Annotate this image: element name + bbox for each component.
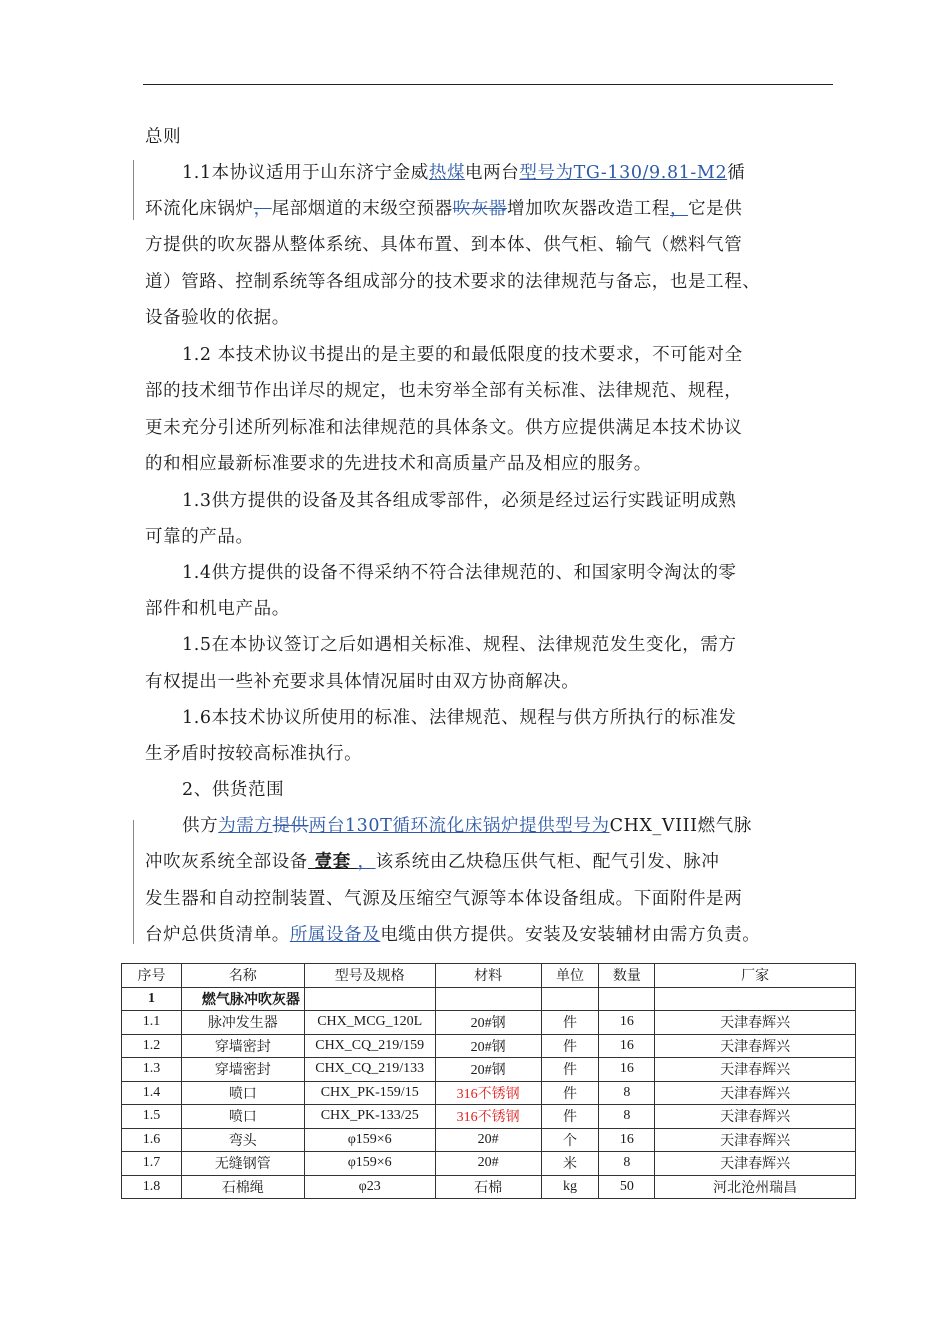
cell-qty: 16: [599, 1128, 655, 1152]
table-row: [122, 1175, 856, 1199]
table-header-row: [122, 964, 856, 988]
section-heading: 总则: [145, 127, 182, 147]
inserted-text: 为需方: [218, 816, 273, 836]
supply-table: [121, 963, 856, 1199]
cell-unit: 米: [541, 1152, 599, 1176]
table-group-row: [122, 987, 856, 1011]
col-header-qty: 数量: [599, 964, 655, 988]
cell-unit: 件: [541, 1034, 599, 1058]
section-heading: 2、供货范围: [182, 780, 285, 800]
cell-name: 脉冲发生器: [181, 1011, 304, 1035]
cell-spec: CHX_PK-159/15: [304, 1081, 435, 1105]
cell-name: 喷口: [181, 1081, 304, 1105]
cell-name: 喷口: [181, 1105, 304, 1129]
paragraph-line: 发生器和自动控制装置、气源及压缩空气源等本体设备组成。下面附件是两: [145, 889, 743, 909]
cell-material: 316不锈钢: [435, 1081, 541, 1105]
cell-no: 1.6: [122, 1128, 182, 1152]
cell-spec: CHX_CQ_219/133: [304, 1058, 435, 1082]
cell-material: 20#钢: [435, 1011, 541, 1035]
deleted-text: 提供: [272, 816, 309, 836]
cell-unit: 件: [541, 1058, 599, 1082]
deleted-text: 吹灰器: [452, 199, 508, 219]
paragraph-line: 环流化床锅炉，尾部烟道的末级空预器吹灰器增加吹灰器改造工程，它是供: [145, 199, 743, 219]
cell-material: 316不锈钢: [435, 1105, 541, 1129]
cell-no: 1.3: [122, 1058, 182, 1082]
col-header-material: 材料: [435, 964, 541, 988]
cell-no: 1.1: [122, 1011, 182, 1035]
cell-unit: 件: [541, 1081, 599, 1105]
cell-spec: CHX_CQ_219/159: [304, 1034, 435, 1058]
cell-qty: 50: [599, 1175, 655, 1199]
cell-material: 石棉: [435, 1175, 541, 1199]
table-row: [122, 1152, 856, 1176]
paragraph-line: 的和相应最新标准要求的先进技术和高质量产品及相应的服务。: [145, 454, 652, 474]
paragraph-line: 更未充分引述所列标准和法律规范的具体条文。供方应提供满足本技术协议: [145, 418, 743, 438]
cell-material: 20#钢: [435, 1058, 541, 1082]
paragraph-line: 方提供的吹灰器从整体系统、具体布置、到本体、供气柜、输气（燃料气管: [145, 235, 743, 255]
cell-qty: 8: [599, 1152, 655, 1176]
cell-maker: 天津春辉兴: [655, 1034, 856, 1058]
paragraph-line: 可靠的产品。: [145, 527, 254, 547]
paragraph-line: 1.1本协议适用于山东济宁金威热煤电两台型号为TG-130/9.81-M2循: [182, 163, 746, 183]
paragraph-line: 1.4供方提供的设备不得采纳不符合法律规范的、和国家明令淘汰的零: [182, 563, 737, 583]
col-header-name: 名称: [181, 964, 304, 988]
cell-qty: 8: [599, 1081, 655, 1105]
cell-material: 20#: [435, 1152, 541, 1176]
paragraph-line: 冲吹灰系统全部设备 壹套 ，该系统由乙炔稳压供气柜、配气引发、脉冲: [145, 852, 720, 872]
paragraph-line: 供方为需方提供两台130T循环流化床锅炉提供型号为CHX_VIII燃气脉: [182, 816, 752, 836]
paragraph-line: 道）管路、控制系统等各组成部分的技术要求的法律规范与备忘，也是工程、: [145, 272, 761, 292]
cell-name: 石棉绳: [181, 1175, 304, 1199]
inserted-text: 热煤: [428, 163, 466, 183]
cell-spec: CHX_PK-133/25: [304, 1105, 435, 1129]
change-bar: [133, 820, 134, 944]
quantity-fill: 壹套: [307, 852, 358, 872]
table-row: [122, 1081, 856, 1105]
cell-maker: 天津春辉兴: [655, 1011, 856, 1035]
table-row: [122, 1058, 856, 1082]
inserted-text: ，: [357, 852, 376, 872]
change-bar: [133, 160, 134, 220]
cell-name: 弯头: [181, 1128, 304, 1152]
cell-no: 1.8: [122, 1175, 182, 1199]
cell-spec: CHX_MCG_120L: [304, 1011, 435, 1035]
paragraph-line: 设备验收的依据。: [145, 308, 290, 328]
cell-material: 20#: [435, 1128, 541, 1152]
paragraph-line: 部件和机电产品。: [145, 599, 290, 619]
inserted-text: ，: [669, 199, 689, 219]
group-name: 燃气脉冲吹灰器: [181, 987, 304, 1011]
inserted-text: 型号为TG-130/9.81-M2: [519, 163, 728, 183]
paragraph-line: 台炉总供货清单。所属设备及电缆由供方提供。安装及安装辅材由需方负责。: [145, 925, 761, 945]
cell-no: 1.7: [122, 1152, 182, 1176]
col-header-maker: 厂家: [655, 964, 856, 988]
cell-name: 无缝钢管: [181, 1152, 304, 1176]
cell-maker: 天津春辉兴: [655, 1081, 856, 1105]
cell-maker: 天津春辉兴: [655, 1128, 856, 1152]
cell-maker: 天津春辉兴: [655, 1058, 856, 1082]
cell-maker: 天津春辉兴: [655, 1152, 856, 1176]
cell-unit: 件: [541, 1011, 599, 1035]
table-row: [122, 1034, 856, 1058]
col-header-unit: 单位: [541, 964, 599, 988]
cell-maker: 河北沧州瑞昌: [655, 1175, 856, 1199]
cell-qty: 8: [599, 1105, 655, 1129]
cell-qty: 16: [599, 1034, 655, 1058]
paragraph-line: 部的技术细节作出详尽的规定，也未穷举全部有关标准、法律规范、规程，: [145, 381, 743, 401]
table-row: [122, 1105, 856, 1129]
cell-no: 1.5: [122, 1105, 182, 1129]
paragraph-line: 有权提出一些补充要求具体情况届时由双方协商解决。: [145, 672, 580, 692]
paragraph-line: 1.2 本技术协议书提出的是主要的和最低限度的技术要求，不可能对全: [182, 345, 743, 365]
cell-no: 1.2: [122, 1034, 182, 1058]
cell-spec: φ159×6: [304, 1128, 435, 1152]
group-no: 1: [122, 987, 182, 1011]
col-header-no: 序号: [122, 964, 182, 988]
cell-unit: 件: [541, 1105, 599, 1129]
cell-spec: φ23: [304, 1175, 435, 1199]
cell-name: 穿墙密封: [181, 1034, 304, 1058]
inserted-text: 两台130T循环流化床锅炉提供型号为: [308, 816, 610, 836]
cell-maker: 天津春辉兴: [655, 1105, 856, 1129]
paragraph-line: 1.6本技术协议所使用的标准、法律规范、规程与供方所执行的标准发: [182, 708, 737, 728]
cell-qty: 16: [599, 1011, 655, 1035]
cell-no: 1.4: [122, 1081, 182, 1105]
cell-qty: 16: [599, 1058, 655, 1082]
cell-unit: 个: [541, 1128, 599, 1152]
cell-unit: kg: [541, 1175, 599, 1199]
cell-material: 20#钢: [435, 1034, 541, 1058]
cell-name: 穿墙密封: [181, 1058, 304, 1082]
table-row: [122, 1128, 856, 1152]
header-rule: [143, 84, 833, 85]
paragraph-line: 1.3供方提供的设备及其各组成零部件，必须是经过运行实践证明成熟: [182, 491, 737, 511]
col-header-spec: 型号及规格: [304, 964, 435, 988]
deleted-text: ，: [253, 199, 272, 219]
inserted-text: 所属设备及: [289, 925, 381, 945]
paragraph-line: 1.5在本协议签订之后如遇相关标准、规程、法律规范发生变化，需方: [182, 635, 737, 655]
paragraph-line: 生矛盾时按较高标准执行。: [145, 744, 363, 764]
cell-spec: φ159×6: [304, 1152, 435, 1176]
table-row: [122, 1011, 856, 1035]
